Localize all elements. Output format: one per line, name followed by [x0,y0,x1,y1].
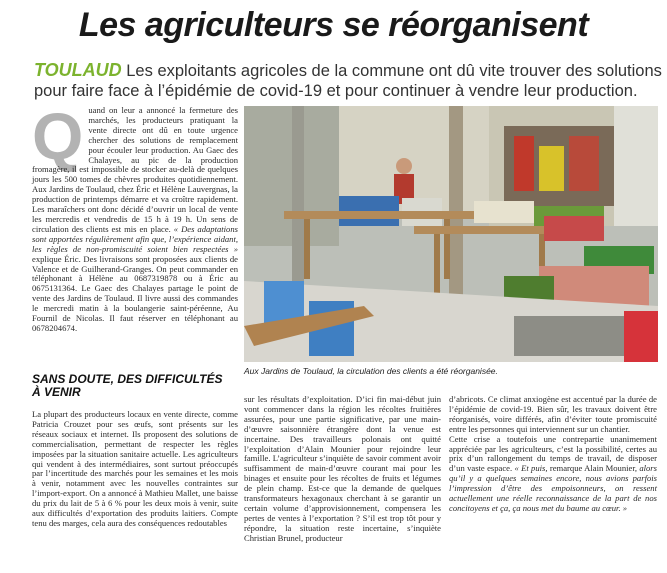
column-1-lower [32,410,238,529]
photo-caption: Aux Jardins de Toulaud, la circulation des clients a été réorganisée. [244,366,498,376]
standfirst [34,60,662,101]
text: explique Éric. Des livraisons sont proposées aux clients de Valence et de Guilherand-Granges. On peut commander en téléphonant à Hélène au 0687319878 ou à Éric au 0675131364. Le Gaec des Chalayes partage le point de vente des Jardins de Toulaud. Il livre aussi des commandes le mercredi matin à la boulangerie saint-péréenne, Au Fournil de Nicolas. Il faut réserver en téléphonant au 0678204674. [32,253,238,333]
farm-shop-photo [244,106,658,362]
text: Cette crise a toutefois une contrepartie unanimement appréciée par les agriculteurs, c’est la possibilité, certes au prix d’un rallongement du temps de travail, de disposer d’un vaste espace. [449,433,657,474]
quote: « Des adaptations sont apportées régulièrement afin que, l’expérience aidant, les règles de non-promiscuité soient bien respectées » [32,223,238,254]
drop-cap: Q [32,99,84,173]
column-2 [244,395,441,544]
paragraph-quote [449,435,657,514]
column-1 [32,99,238,334]
dateline-place: TOULAUD [34,60,122,80]
column-3 [449,395,657,514]
subheading: SANS DOUTE, DES DIFFICULTÉS À VENIR [32,372,223,399]
article-photo [244,106,658,362]
quote: « Et puis, [514,463,548,474]
standfirst-text: Les exploitants agricoles de la commune ont dû vite trouver des solutions pour faire face à l’épidémie de covid-19 et pour continuer à vendre leur production. [34,62,662,100]
text: remarque Alain Mounier, [547,463,640,474]
text: uand on leur a annoncé la fermeture des marchés, les producteurs pratiquant la vente directe ont dû en toute urgence chercher des solutions de remplacement pour écouler leur production. Au Gaec des Chalayes, au pic de la production fromagère, il est impossible de stocker au-delà de quelques jours les 500 tomes de chèvres produites quotidiennement. Aux Jardins de Toulaud, chez Éric et Hélène Lauvergnas, la production de printemps démarre et va croître rapidement. Les maraîchers ont donc décidé d’ouvrir un local de vente les mercredis et vendredis de 15 h à 19 h. Un sens de circulation des clients est mis en place. [32,105,238,234]
paragraph: d’abricots. Ce climat anxiogène est accentué par la durée de l’épidémie de covid-19. Bien sûr, les travaux doivent être réorganisés, voire différés, afin d’éviter toute promiscuité entre les personnes qui interviennent sur un chantier. [449,394,657,434]
paragraph: sur les résultats d’exploitation. D’ici fin mai-début juin vont commencer dans la région les récoltes fruitières assurées, pour une partie significative, par une main-d’œuvre saisonnière étrangère dont la venue est incertaine. Des travailleurs polonais ont quitté l’exploitation d’Alain Mounier pour rejoindre leur famille. L’agriculteur s’inquiète de savoir comment avoir suffisamment de main-d’œuvre courant mai pour les binages et ensuite pour les récoltes de fruits et légumes de plein champ. Est-ce que la demande de quelques transformateurs hexagonaux cherchant à se garantir un certain volume d’approvisionnement, compensera les pertes de ventes à l’exportation ? S’il est trop tôt pour y répondre, la situation reste incertaine, s’inquiète Christian Brunel, producteur [244,394,441,543]
headline: Les agriculteurs se réorganisent [78,6,589,44]
quote: alors qu’il y a quelques semaines encore, nous avions parfois l’impression d’être des empoisonneurs, on ressent actuellement une réelle reconnaissance de la part de nos concitoyens et ça, ça nous met du baume au cœur. » [449,463,657,513]
paragraph: La plupart des producteurs locaux en vente directe, comme Patricia Crouzet pour ses œufs, sont présents sur les réseaux sociaux et internet. Ils proposent des solutions de commercialisation, permettant de respecter les règles imposées par la situation sanitaire actuelle. Les agriculteurs qui vendent à des intermédiaires, sont surtout préoccupés par l’incertitude des marchés pour les semaines et les mois à venir, notamment avec les nouvelles contraintes sur l’import-export. On a annoncé à Mathieu Mallet, une baisse du prix du lait de 5 à 6 % pour les deux mois à venir, suite aux difficultés d’exportation des produits laitiers. Compte tenu des marges, cela aura des conséquences redoutables [32,409,238,528]
